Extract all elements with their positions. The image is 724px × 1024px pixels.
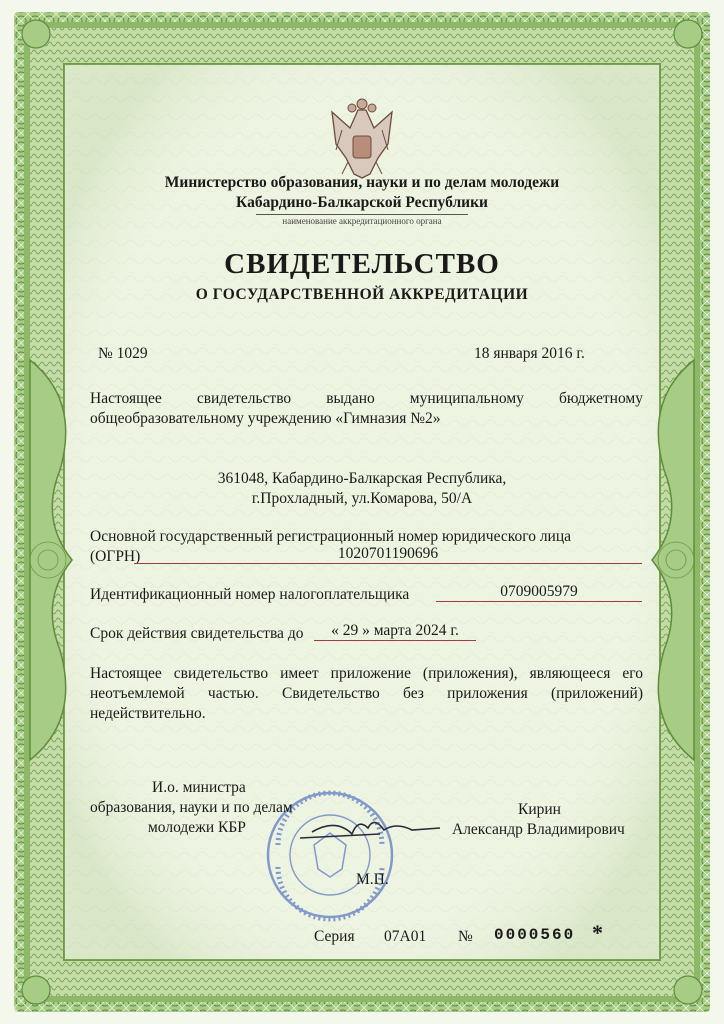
document-title: СВИДЕТЕЛЬСТВО <box>224 248 500 280</box>
series-label: Серия <box>314 928 355 945</box>
certificate-number: № 1029 <box>98 345 148 362</box>
signatory-title-line-3: молодежи КБР <box>148 819 246 836</box>
signatory-title-line-2: образования, науки и по делам <box>90 799 293 816</box>
issuer-divider <box>256 214 468 215</box>
series-value: 07А01 <box>384 928 427 945</box>
address-line-2: г.Прохладный, ул.Комарова, 50/А <box>251 490 473 507</box>
issuer-line-1: Министерство образования, науки и по делам молодежи <box>164 174 560 191</box>
stamp-place-label: М.П. <box>356 871 389 888</box>
signatory-name-surname: Кирин <box>518 801 561 818</box>
issuer-caption: наименование аккредитационного органа <box>282 216 442 226</box>
blank-serial-number: 0000560 <box>494 926 576 944</box>
star-mark: * <box>592 920 603 945</box>
inn-label: Идентификационный номер налогоплательщика <box>90 586 410 603</box>
validity-date: « 29 » марта 2024 г. <box>314 622 476 641</box>
ogrn-value: 1020701190696 <box>134 545 642 564</box>
recipient-line-1: Настоящее свидетельство выдано муниципальному бюджетному <box>90 390 643 407</box>
issuer-line-2: Кабардино-Балкарской Республики <box>236 194 488 211</box>
issue-date: 18 января 2016 г. <box>474 345 585 362</box>
appendix-line-2: неотъемлемой частью. Свидетельство без приложения (приложений) <box>90 685 643 702</box>
appendix-line-3: недействительно. <box>90 705 206 722</box>
address-line-1: 361048, Кабардино-Балкарская Республика, <box>217 470 507 487</box>
signatory-name-full: Александр Владимирович <box>452 821 625 838</box>
ogrn-label: Основной государственный регистрационный номер юридического лица <box>90 528 572 545</box>
inn-value: 0709005979 <box>436 583 642 602</box>
recipient-line-2: общеобразовательному учреждению «Гимназия №2» <box>90 410 441 427</box>
validity-label: Срок действия свидетельства до <box>90 625 304 642</box>
signatory-title-line-1: И.о. министра <box>152 779 246 796</box>
document-subtitle: О ГОСУДАРСТВЕННОЙ АККРЕДИТАЦИИ <box>195 286 529 303</box>
ogrn-label-abbr: (ОГРН) <box>90 548 141 565</box>
appendix-line-1: Настоящее свидетельство имеет приложение (приложения), являющееся его <box>90 665 643 682</box>
blank-number-label: № <box>458 928 473 945</box>
